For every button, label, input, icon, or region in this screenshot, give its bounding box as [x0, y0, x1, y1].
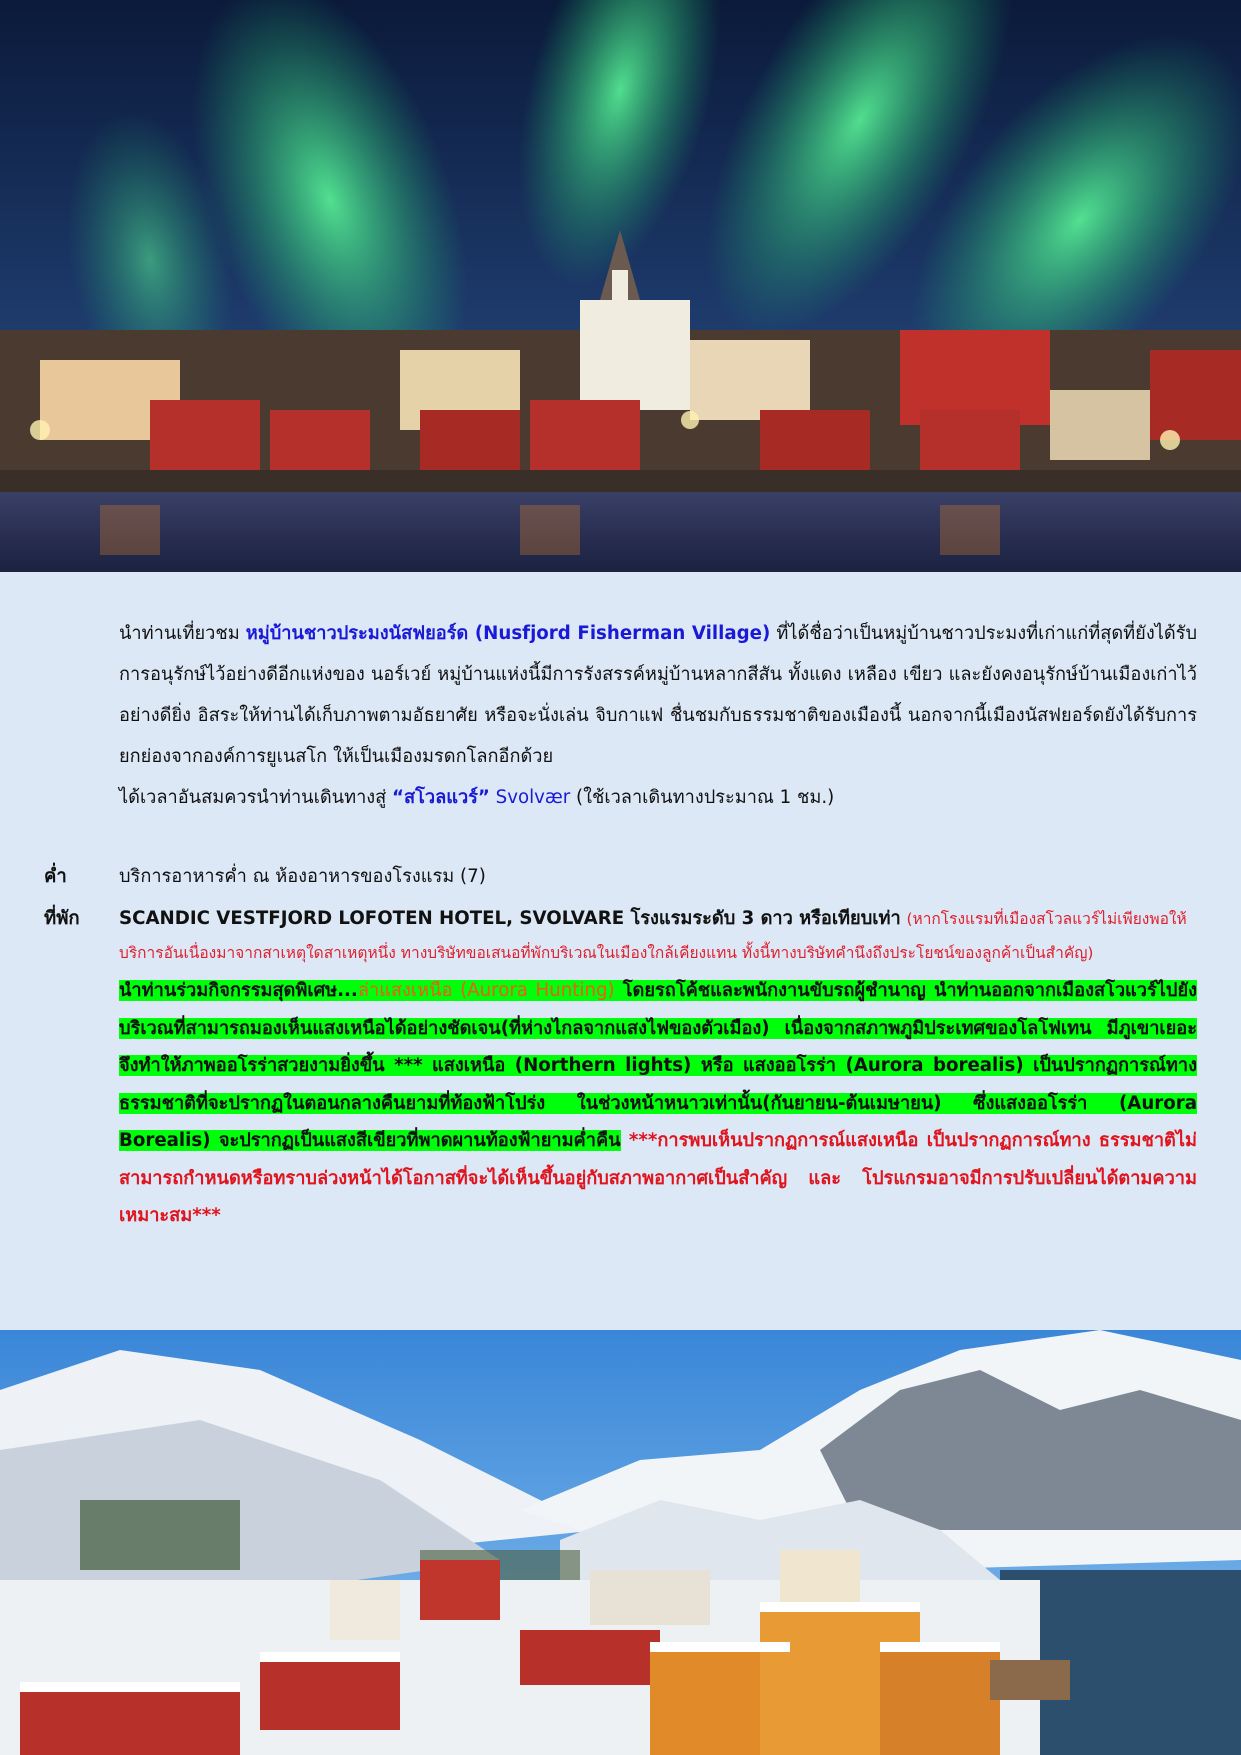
aurora-village-illustration	[0, 0, 1241, 572]
hotel-note: (หากโรงแรมที่เมืองสโวลแวร์ไม่เพียงพอให้บริการอันเนื่องมาจากสาเหตุใดสาเหตุหนึ่ง ทางบริษัทขอเสนอที่พักบริเวณในเมืองใกล้เคียงแทน ทั้งนี้ทางบริษัทคำนึงถึงประโยชน์ของลูกค้าเป็นสำคัญ)	[119, 910, 1187, 962]
hotel-block	[119, 902, 1197, 970]
aurora-hunting-paragraph	[119, 972, 1197, 1235]
hotel-name: SCANDIC VESTFJORD LOFOTEN HOTEL, SVOLVARE โรงแรมระดับ 3 ดาว หรือเทียบเท่า	[119, 908, 901, 929]
aurora-body: โดยรถโค้ชและพนักงานขับรถผู้ชำนาญ นำท่านออกจากเมืองสโวแวร์ไปยังบริเวณที่สามารถมองเห็นแสงเหนือได้อย่างชัดเจน(ที่ห่างไกลจากแสงไฟของตัวเมือง) เนื่องจากสภาพภูมิประเทศของโลโฟเทน มีภูเขาเยอะจึงทำให้ภาพออโรร่าสวยงามยิ่งขึ้น *** แสงเหนือ (Northern lights) หรือ แสงออโรร่า (Aurora borealis) เป็นปรากฏการณ์ทางธรรมชาติที่จะปรากฏในตอนกลางคืนยามที่ท้องฟ้าโปร่ง ในช่วงหน้าหนาวเท่านั้น(กันยายน-ต้นเมษายน) ซึ่งแสงออโรร่า (Aurora Borealis) จะปรากฏเป็นแสงสีเขียวที่พาดผานท้องฟ้ายามค่ำคืน	[119, 980, 1197, 1151]
travel-duration: (ใช้เวลาเดินทางประมาณ 1 ชม.)	[570, 787, 835, 808]
travel-prefix: ได้เวลาอันสมควรนำท่านเดินทางสู่	[119, 787, 393, 808]
bottom-photo-nusfjord	[0, 1330, 1241, 1755]
hotel-label: ที่พัก	[44, 908, 80, 929]
travel-paragraph	[119, 777, 1197, 818]
dinner-text: บริการอาหารค่ำ ณ ห้องอาหารของโรงแรม (7)	[119, 866, 486, 887]
dinner-label: ค่ำ	[44, 866, 67, 887]
aurora-warning: ***การพบเห็นปรากฏการณ์แสงเหนือ เป็นปรากฏการณ์ทาง ธรรมชาติไม่สามารถกำหนดหรือทราบล่วงหน้าได้โอกาสที่จะได้เห็นขึ้นอยู่กับสภาพอากาศเป็นสำคัญ และ โปรแกรมอาจมีการปรับเปลี่ยนได้ตามความเหมาะสม***	[119, 1130, 1197, 1226]
aurora-highlight	[119, 980, 1197, 1151]
snowy-village-illustration	[0, 1330, 1241, 1755]
nusfjord-place-name: หมู่บ้านชาวประมงนัสฟยอร์ด (Nusfjord Fisherman Village)	[245, 623, 771, 644]
intro-description: ที่ได้ชื่อว่าเป็นหมู่บ้านชาวประมงที่เก่าแก่ที่สุดที่ยังได้รับการอนุรักษ์ไว้อย่างดีอีกแห่งของ นอร์เวย์ หมู่บ้านแห่งนี้มีการรังสรรค์หมู่บ้านหลากสีสัน ทั้งแดง เหลือง เขียว และยังคงอนุรักษ์บ้านเมืองเก่าไว้อย่างดียิ่ง อิสระให้ท่านได้เก็บภาพตามอัธยาศัย หรือจะนั่งเล่น จิบกาแฟ ชื่นชมกับธรรมชาติของเมืองนี้ นอกจากนี้เมืองนัสฟยอร์ดยังได้รับการยกย่องจากองค์การยูเนสโก ให้เป็นเมืองมรดกโลกอีกด้วย	[119, 623, 1197, 767]
aurora-prefix: นำท่านร่วมกิจกรรมสุดพิเศษ...	[119, 980, 358, 1001]
svolvaer-place-en: Svolvær	[489, 787, 571, 808]
svolvaer-place-th: “สโวลแวร์”	[392, 787, 490, 808]
intro-paragraph	[119, 613, 1197, 777]
hero-photo-aurora-village	[0, 0, 1241, 572]
intro-section	[119, 613, 1197, 818]
aurora-activity-name: ล่าแสงเหนือ (Aurora Hunting)	[357, 980, 615, 1001]
intro-prefix: นำท่านเที่ยวชม	[119, 623, 246, 644]
